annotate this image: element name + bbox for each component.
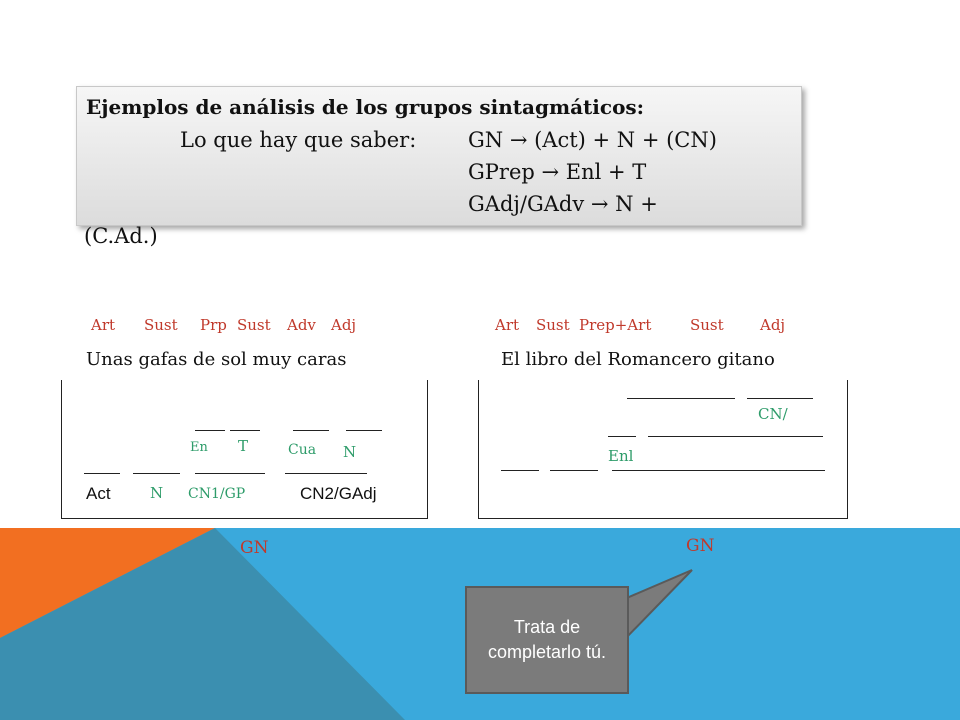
line — [230, 430, 260, 431]
tag-adv: Adv — [287, 316, 316, 334]
line — [195, 473, 265, 474]
label-en: En — [190, 440, 208, 455]
title-label: Lo que hay que saber: — [180, 128, 417, 152]
rule-gprep: GPrep → Enl + T — [468, 160, 647, 184]
label-cn2: CN2/GAdj — [300, 484, 377, 503]
line — [285, 473, 367, 474]
tag-art: Art — [495, 316, 520, 334]
label-cn1: CN1/GP — [188, 486, 246, 502]
phrase-right: El libro del Romancero gitano — [501, 349, 775, 370]
gn-left: GN — [240, 538, 269, 558]
line — [550, 470, 598, 471]
line — [627, 398, 735, 399]
tag-sust: Sust — [690, 316, 724, 334]
line — [648, 436, 823, 437]
hint-callout — [465, 586, 629, 694]
analysis-box-right — [478, 380, 848, 519]
tag-sust: Sust — [237, 316, 271, 334]
line — [293, 430, 329, 431]
label-n-top: N — [343, 443, 357, 461]
tag-prep-art: Prep+Art — [579, 316, 652, 334]
line — [608, 436, 636, 437]
tag-prp: Prp — [200, 316, 227, 334]
line — [346, 430, 382, 431]
rule-gadj: GAdj/GAdv → N + — [468, 192, 658, 216]
line — [612, 470, 825, 471]
tag-adj: Adj — [760, 316, 786, 334]
line — [133, 473, 180, 474]
label-cua: Cua — [288, 442, 317, 458]
label-t: T — [238, 437, 249, 455]
rule-gn: GN → (Act) + N + (CN) — [468, 128, 717, 152]
gn-right: GN — [686, 536, 715, 556]
tag-sust: Sust — [144, 316, 178, 334]
label-act: Act — [86, 484, 111, 503]
label-enl: Enl — [608, 447, 634, 465]
label-cn: CN/ — [758, 405, 788, 423]
phrase-left: Unas gafas de sol muy caras — [86, 349, 347, 370]
line — [84, 473, 120, 474]
line — [195, 430, 225, 431]
label-n-bottom: N — [150, 484, 164, 502]
callout-text: Trata de completarlo tú. — [487, 617, 607, 662]
line — [747, 398, 813, 399]
tag-art: Art — [91, 316, 116, 334]
rule-gadj-continuation: (C.Ad.) — [84, 224, 158, 248]
line — [501, 470, 539, 471]
tag-adj: Adj — [331, 316, 357, 334]
tag-sust: Sust — [536, 316, 570, 334]
title-heading: Ejemplos de análisis de los grupos sintagmáticos: — [86, 95, 645, 119]
